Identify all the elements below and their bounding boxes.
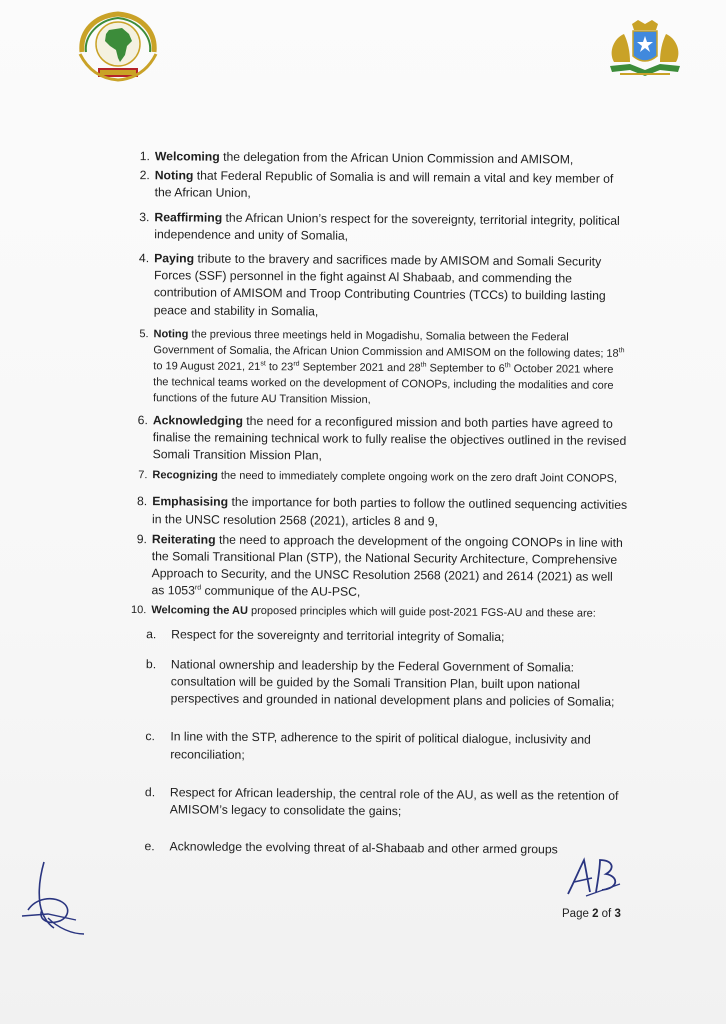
item-number: 1. (139, 149, 150, 164)
item-keyword: Reaffirming (154, 209, 223, 225)
item-text: that Federal Republic of Somalia is and will remain a vital and key member of the African Union, (154, 168, 614, 201)
item-keyword: Welcoming the AU (151, 603, 248, 617)
item-text: the delegation from the African Union Commission and AMISOM, (219, 149, 574, 167)
list-item (127, 493, 627, 531)
item-text: the need for a reconfigured mission and both parties have agreed to finalise the remaining technical work to fully realise the objectives outlined in the revised Somali Transition Mission Plan, (152, 413, 627, 463)
item-text: proposed principles which will guide post-2021 FGS-AU and these are: (247, 604, 596, 620)
sub-list-item (125, 784, 625, 822)
list-item (129, 250, 630, 323)
item-text: the importance for both parties to follow the outlined sequencing activities in the UNSC resolution 2568 (2021), articles 8 and 9, (152, 495, 628, 529)
item-keyword: Reiterating (151, 532, 216, 547)
somalia-coat-of-arms-icon (600, 18, 690, 82)
list-item (129, 209, 629, 247)
item-keyword: Noting (154, 168, 194, 183)
sub-list-item (126, 626, 626, 647)
sub-item-letter: e. (144, 839, 155, 854)
item-number: 10. (131, 603, 147, 616)
item-keyword: Acknowledging (152, 413, 243, 428)
sub-list-item (125, 728, 625, 766)
african-union-emblem-icon (72, 8, 164, 84)
item-keyword: Noting (153, 328, 189, 341)
sub-item-letter: a. (146, 626, 157, 641)
sub-item-letter: d. (144, 785, 156, 800)
item-number: 4. (138, 251, 150, 266)
item-number: 5. (139, 327, 149, 340)
sub-item-text: National ownership and leadership by the Federal Government of Somalia: consultation will be guided by the Somali Transition Plan, built upon national perspectives and grounded in national development plans and policies of Somalia; (170, 657, 615, 710)
item-keyword: Emphasising (152, 494, 229, 510)
item-text: tribute to the bravery and sacrifices made by AMISOM and Somali Security Forces (SSF) personnel in the fight against Al Shabaab, and commending the contribution of AMISOM and Troop Contributing Countries (TCCs) to building lasting peace and stability in Somalia, (153, 251, 606, 319)
list-item (130, 148, 630, 169)
sub-item-letter: c. (145, 729, 155, 744)
resolution-list (124, 148, 630, 859)
item-number: 9. (136, 531, 147, 546)
item-keyword: Welcoming (154, 149, 220, 164)
list-item (126, 602, 626, 622)
list-item (128, 412, 628, 468)
sub-list-item (124, 838, 624, 859)
signature-left (18, 858, 88, 940)
item-number: 7. (138, 469, 148, 482)
sub-item-letter: b. (145, 657, 157, 672)
sub-item-text: Respect for the sovereignty and territorial integrity of Somalia; (171, 626, 505, 644)
signature-right (562, 856, 624, 900)
list-item (127, 467, 627, 487)
page-number: Page 2 of 3 (562, 908, 621, 920)
item-text: the need to immediately complete ongoing work on the zero draft Joint CONOPS, (217, 470, 618, 486)
list-item (130, 167, 630, 205)
sub-item-text: Acknowledge the evolving threat of al-Shabaab and other armed groups (169, 839, 558, 857)
sub-item-text: Respect for African leadership, the central role of the AU, as well as the retention of AMISOM’s legacy to consolidate the gains; (169, 785, 619, 819)
list-item: 9. Reiterating the need to approach the development of the ongoing CONOPs in line with the Somali Transitional Plan (STP), the National Security Architecture, Comprehensive Approach to Security, and the UNSC Resolution 2568 (2021) and 2614 (2021) as well as 1053rd communique of the AU-PSC, (126, 531, 627, 604)
item-text: the African Union’s respect for the sovereignty, territorial integrity, political independence and unity of Somalia, (154, 210, 620, 243)
item-number: 2. (139, 168, 150, 183)
list-item: 5. Noting the previous three meetings held in Mogadishu, Somalia between the Federal Government of Somalia, the African Union Commission and AMISOM on the following dates; 18th to 19 August 2021, 21st to 23rd September 2021 and 28th September to 6th October 2021 where the technical teams worked on the development of CONOPs, including the modalities and core functions of the future AU Transition Mission, (128, 326, 629, 410)
sub-item-text: In line with the STP, adherence to the spirit of political dialogue, inclusivity and reconciliation; (170, 729, 591, 762)
item-keyword: Recognizing (152, 469, 218, 483)
item-number: 8. (136, 494, 148, 509)
item-number: 6. (137, 412, 148, 427)
item-keyword: Paying (154, 251, 195, 266)
item-number: 3. (139, 209, 150, 224)
sub-list-item (126, 656, 626, 712)
